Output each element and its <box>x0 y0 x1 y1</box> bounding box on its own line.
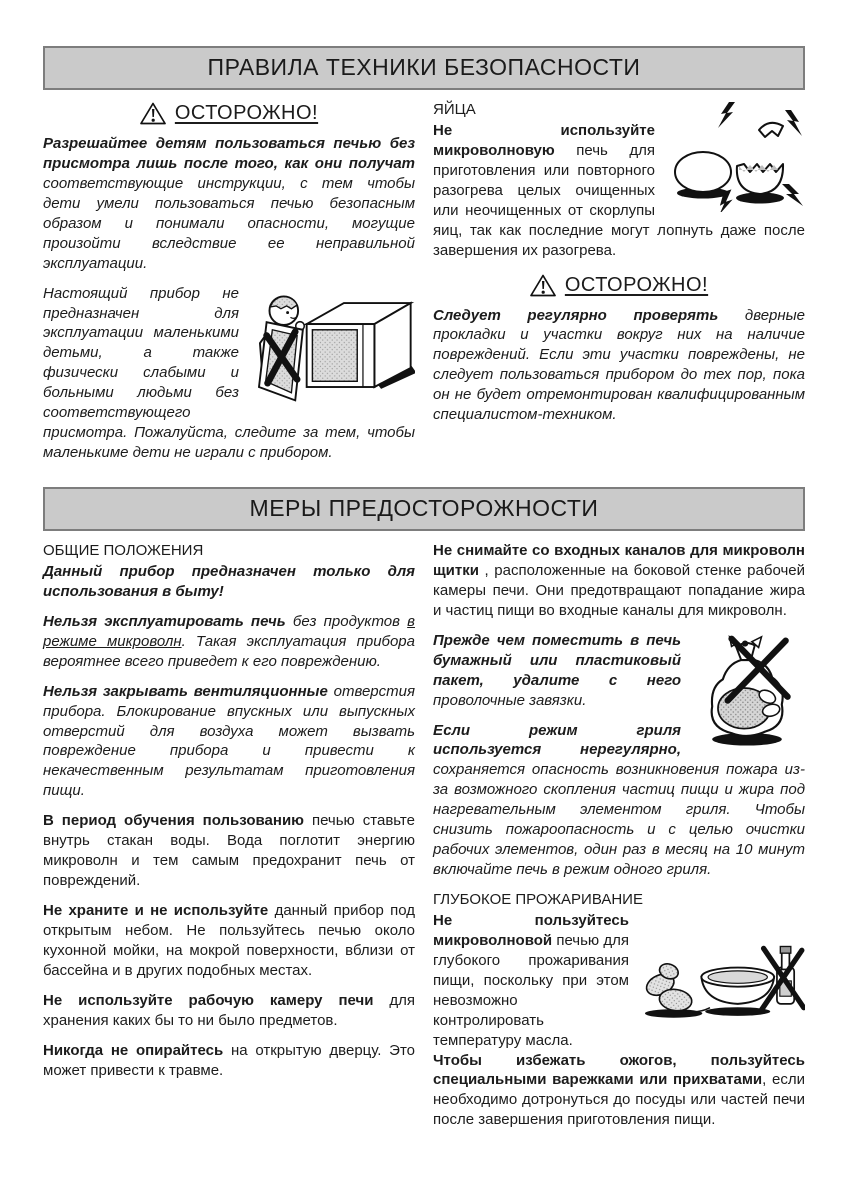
general-heading: ОБЩИЕ ПОЛОЖЕНИЯ <box>43 542 204 559</box>
waveguide-lead: Не снимайте со входных каналов для микроволн щитки <box>433 542 805 579</box>
deep-frying-illustration <box>637 935 805 1023</box>
banner-precautions <box>43 487 805 531</box>
banner-safety-rules <box>43 46 805 90</box>
eggs-lead: Не используйте микроволновую <box>433 121 655 159</box>
precautions-right-column <box>433 541 805 1140</box>
safety-children-paragraph <box>43 134 415 274</box>
eggs-rest: печь для приготовления или повторного разогрева целых очищенных или неочищенных от скорлупы яиц, так как последние могут лопнуть даже после завершения их разогрева. <box>433 141 805 259</box>
bag-paragraph <box>433 631 805 711</box>
deep-fry-rest: печью для глубокого прожаривания пищи, поскольку при этом невозможно контролировать температуру масла. <box>433 931 629 1049</box>
caution-heading-1 <box>43 102 415 125</box>
vents-lead: Нельзя закрывать вентиляционные <box>43 682 328 700</box>
safety-left-column <box>43 100 415 473</box>
grill-rest: сохраняется опасность возникновения пожара из-за возможного скопления частиц пищи и жира под нагревательным элементом гриля. Чтобы снизить пожароопасность и с целью очистки рабочих элементов, один раз в месяц на 10 минут включайте печь в режим одного гриля. <box>433 761 805 879</box>
deep-fry-lead: Не пользуйтесь микроволновой <box>433 911 629 949</box>
safety-children-rest: соответствующие инструкции, с тем чтобы дети умели пользоваться печью безопасным образом и понимали опасности, могущие произойти вследствие ее неправильной эксплуатации. <box>43 174 415 272</box>
door-seal-lead: Следует регулярно проверять <box>433 306 719 324</box>
eggs-heading: ЯЙЦА <box>433 101 476 118</box>
outdoors-rest: данный прибор под открытым небом. Не пользуйтесь печью около кухонной мойки, на мокрой поверхности, вблизи от бассейна и в других подобных местах. <box>43 902 415 979</box>
storage-rest: для хранения каких бы то ни было предметов. <box>43 991 415 1029</box>
bag-lead: Прежде чем поместить в печь бумажный или пластиковый пакет, удалите с него <box>433 631 681 689</box>
banner-precautions-title: МЕРЫ ПРЕДОСТОРОЖНОСТИ <box>249 495 599 521</box>
door-seal-rest: дверные прокладки и участки вокруг них на наличие повреждений. Если эти участки повреждены, не следует пользоваться прибором до тех пор, пока он не будет отремонтирован квалифицированным специалистом-техником. <box>433 306 806 424</box>
empty-operation-paragraph <box>43 612 415 672</box>
waveguide-paragraph <box>433 541 805 621</box>
caution-title-2: ОСТОРОЖНО! <box>564 273 709 296</box>
safety-section <box>43 100 805 473</box>
door-lean-lead: Никогда не опирайтесь <box>43 1041 224 1059</box>
crossed-bag-illustration <box>689 631 805 747</box>
empty-operation-lead: Нельзя эксплуатировать печь <box>43 612 286 630</box>
door-lean-paragraph <box>43 1041 415 1081</box>
safety-children-lead: Разрешайтее детям пользоваться печью без присмотра лишь после того, как они получат <box>43 135 415 172</box>
precautions-left-column <box>43 541 415 1140</box>
mittens-rest: , если необходимо дотронуться до посуды или частей печи после завершения приготовления пищи. <box>433 1071 805 1129</box>
caution-title-1: ОСТОРОЖНО! <box>174 102 319 124</box>
warning-triangle-icon <box>530 274 556 297</box>
door-lean-rest: на открытую дверцу. Это может привести к травме. <box>43 1041 415 1079</box>
child-microwave-illustration <box>247 284 415 408</box>
grill-lead: Если режим гриля используется нерегулярно, <box>433 721 681 759</box>
bag-rest: проволочные завязки. <box>433 691 587 709</box>
precautions-section <box>43 541 805 1140</box>
storage-lead: Не используйте рабочую камеру печи <box>43 991 374 1009</box>
deep-fry-paragraph <box>433 911 805 1051</box>
door-seal-paragraph <box>433 306 805 426</box>
empty-operation-mid: без продуктов <box>285 612 408 630</box>
learning-lead: В период обучения пользованию <box>43 812 304 830</box>
mittens-paragraph <box>433 1051 805 1131</box>
household-use-paragraph <box>43 562 415 602</box>
outdoors-paragraph <box>43 901 415 981</box>
safety-right-column <box>433 100 805 473</box>
caution-heading-2 <box>433 274 805 297</box>
storage-paragraph <box>43 991 415 1031</box>
vents-paragraph <box>43 682 415 802</box>
mittens-lead: Чтобы избежать ожогов, пользуйтесь специальными варежками или прихватами <box>433 1051 805 1089</box>
deep-fry-heading: ГЛУБОКОЕ ПРОЖАРИВАНИЕ <box>433 891 643 908</box>
learning-rest: печью ставьте внутрь стакан воды. Вода поглотит энергию микроволн и тем самым предохранит печь от повреждений. <box>43 812 415 890</box>
outdoors-lead: Не храните и не используйте <box>43 902 269 919</box>
empty-operation-underlined: в режиме микроволн <box>43 612 415 650</box>
eggs-illustration <box>663 100 805 212</box>
empty-operation-rest: . Такая эксплуатация прибора вероятнее всего приведет к его повреждению. <box>43 632 415 670</box>
banner-safety-rules-title: ПРАВИЛА ТЕХНИКИ БЕЗОПАСНОСТИ <box>207 54 641 80</box>
warning-triangle-icon <box>140 102 166 125</box>
safety-supervision-paragraph <box>43 284 415 463</box>
safety-supervision-text: Настоящий прибор не предназначен для эксплуатации маленькими детьми, а также физически слабыми и больными людьми без соответствующего присмотра. Пожалуйста, следите за тем, чтобы маленькиме дети не играли с прибором. <box>43 284 415 462</box>
waveguide-rest: , расположенные на боковой стенке рабочей камеры печи. Они предотвращают попадание жира и частиц пищи во входные каналы для микроволн. <box>433 561 805 619</box>
household-use-text: Данный прибор предназначен только для использования в быту! <box>43 562 415 600</box>
learning-paragraph <box>43 811 415 891</box>
vents-rest: отверстия прибора. Блокирование впускных или выпускных отверстий для воздуха может вызвать повреждение прибора и привести к некачественным результатам приготовления пищи. <box>43 682 415 800</box>
